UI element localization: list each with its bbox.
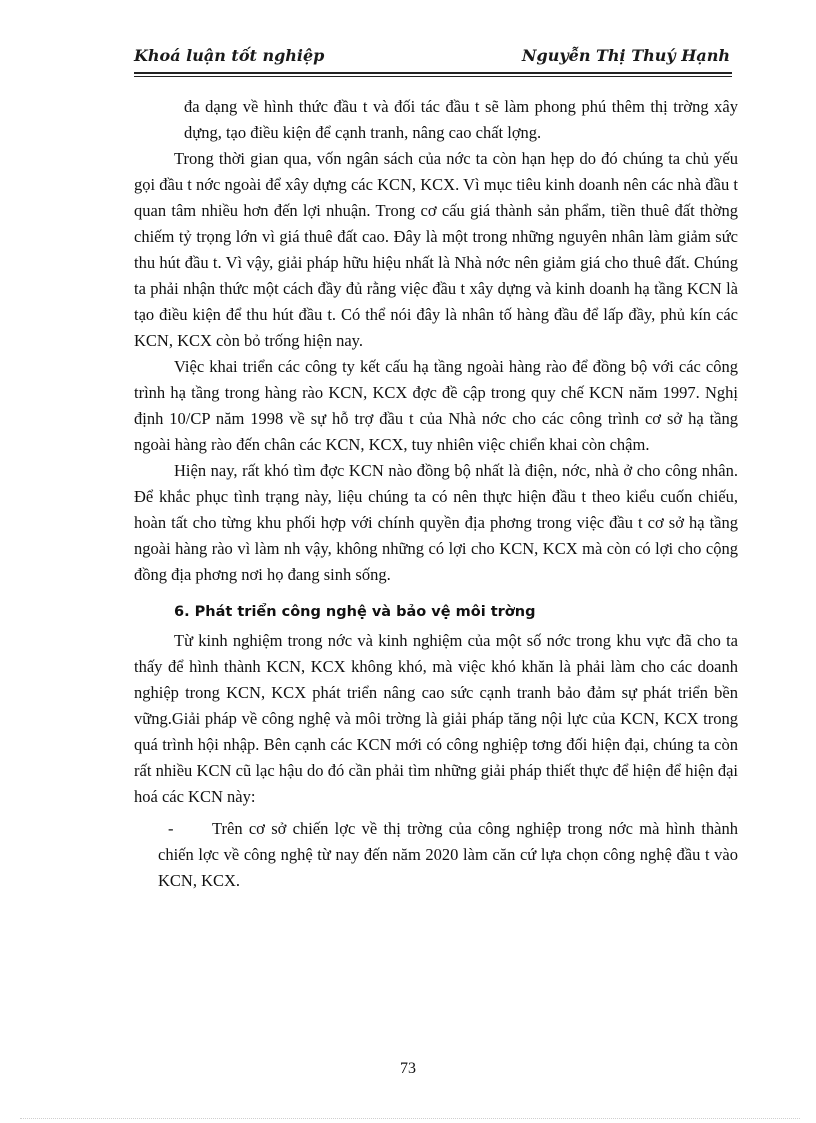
page-bottom-border xyxy=(20,1118,800,1119)
header-author: Nguyễn Thị Thuý Hạnh xyxy=(521,46,730,65)
page-body xyxy=(134,94,738,894)
paragraph: Hiện nay, rất khó tìm đợc KCN nào đồng bộ nhất là điện, nớc, nhà ở cho công nhân. Để khắc phục tình trạng này, liệu chúng ta có nên thực hiện đầu t theo kiểu cuốn chiếu, hoàn tất cho từng khu phối hợp với chính quyền địa phơng trong việc đầu t cơ sở hạ tầng ngoài hàng rào vì làm nh vậy, không những có lợi cho KCN, KCX mà còn có lợi cho cộng đồng địa phơng nơi họ đang sinh sống. xyxy=(134,461,738,584)
paragraph-continued: đa dạng về hình thức đầu t và đối tác đầu t sẽ làm phong phú thêm thị trờng xây dựng, tạo điều kiện để cạnh tranh, nâng cao chất lợng. xyxy=(184,97,738,142)
bullet-text: Trên cơ sở chiến lợc về thị trờng của công nghiệp trong nớc mà hình thành chiến lợc về công nghệ từ nay đến năm 2020 làm căn cứ lựa chọn công nghệ đầu t vào KCN, KCX. xyxy=(158,819,738,890)
header-rule-thin xyxy=(134,76,732,77)
header-rule-thick xyxy=(134,72,732,74)
bullet-item xyxy=(158,816,738,894)
bullet-dash: - xyxy=(168,819,174,838)
paragraph: Từ kinh nghiệm trong nớc và kinh nghiệm của một số nớc trong khu vực đã cho ta thấy để hình thành KCN, KCX không khó, mà việc khó khăn là phải làm cho các doanh nghiệp trong KCN, KCX phát triển nâng cao sức cạnh tranh bảo đảm sự phát triển bền vững.Giải pháp về công nghệ và môi trờng là giải pháp tăng nội lực của KCN, KCX trong quá trình hội nhập. Bên cạnh các KCN mới có công nghiệp tơng đối hiện đại, chúng ta còn rất nhiều KCN cũ lạc hậu do đó cần phải tìm những giải pháp thiết thực để hiện để hiện đại hoá các KCN này: xyxy=(134,631,738,806)
section-heading: 6. Phát triển công nghệ và bảo vệ môi trờng xyxy=(174,604,536,620)
paragraph: Việc khai triển các công ty kết cấu hạ tầng ngoài hàng rào để đồng bộ với các công trình hạ tầng trong hàng rào KCN, KCX đợc đề cập trong quy chế KCN năm 1997. Nghị định 10/CP năm 1998 về sự hỗ trợ đầu t của Nhà nớc cho các công trình cơ sở hạ tầng ngoài hàng rào đến chân các KCN, KCX, tuy nhiên việc chiển khai còn chậm. xyxy=(134,357,738,454)
page-header xyxy=(134,42,732,68)
page-number: 73 xyxy=(400,1060,416,1077)
paragraph: Trong thời gian qua, vốn ngân sách của nớc ta còn hạn hẹp do đó chúng ta chủ yếu gọi đầu t nớc ngoài để xây dựng các KCN, KCX. Vì mục tiêu kinh doanh nên các nhà đầu t quan tâm nhiều hơn đến lợi nhuận. Trong cơ cấu giá thành sản phẩm, tiền thuê đất thờng chiếm tỷ trọng lớn vì giá thuê đất cao. Đây là một trong những nguyên nhân làm giảm sức thu hút đầu t. Vì vậy, giải pháp hữu hiệu nhất là Nhà nớc nên giảm giá cho thuê đất. Chúng ta phải nhận thức một cách đầy đủ rằng việc đầu t xây dựng và kinh doanh hạ tầng KCN là tạo điều kiện để thu hút đầu t. Có thể nói đây là nhân tố hàng đầu để lấp đầy, phủ kín các KCN, KCX còn bỏ trống hiện nay. xyxy=(134,149,738,350)
header-title: Khoá luận tốt nghiệp xyxy=(134,46,325,65)
